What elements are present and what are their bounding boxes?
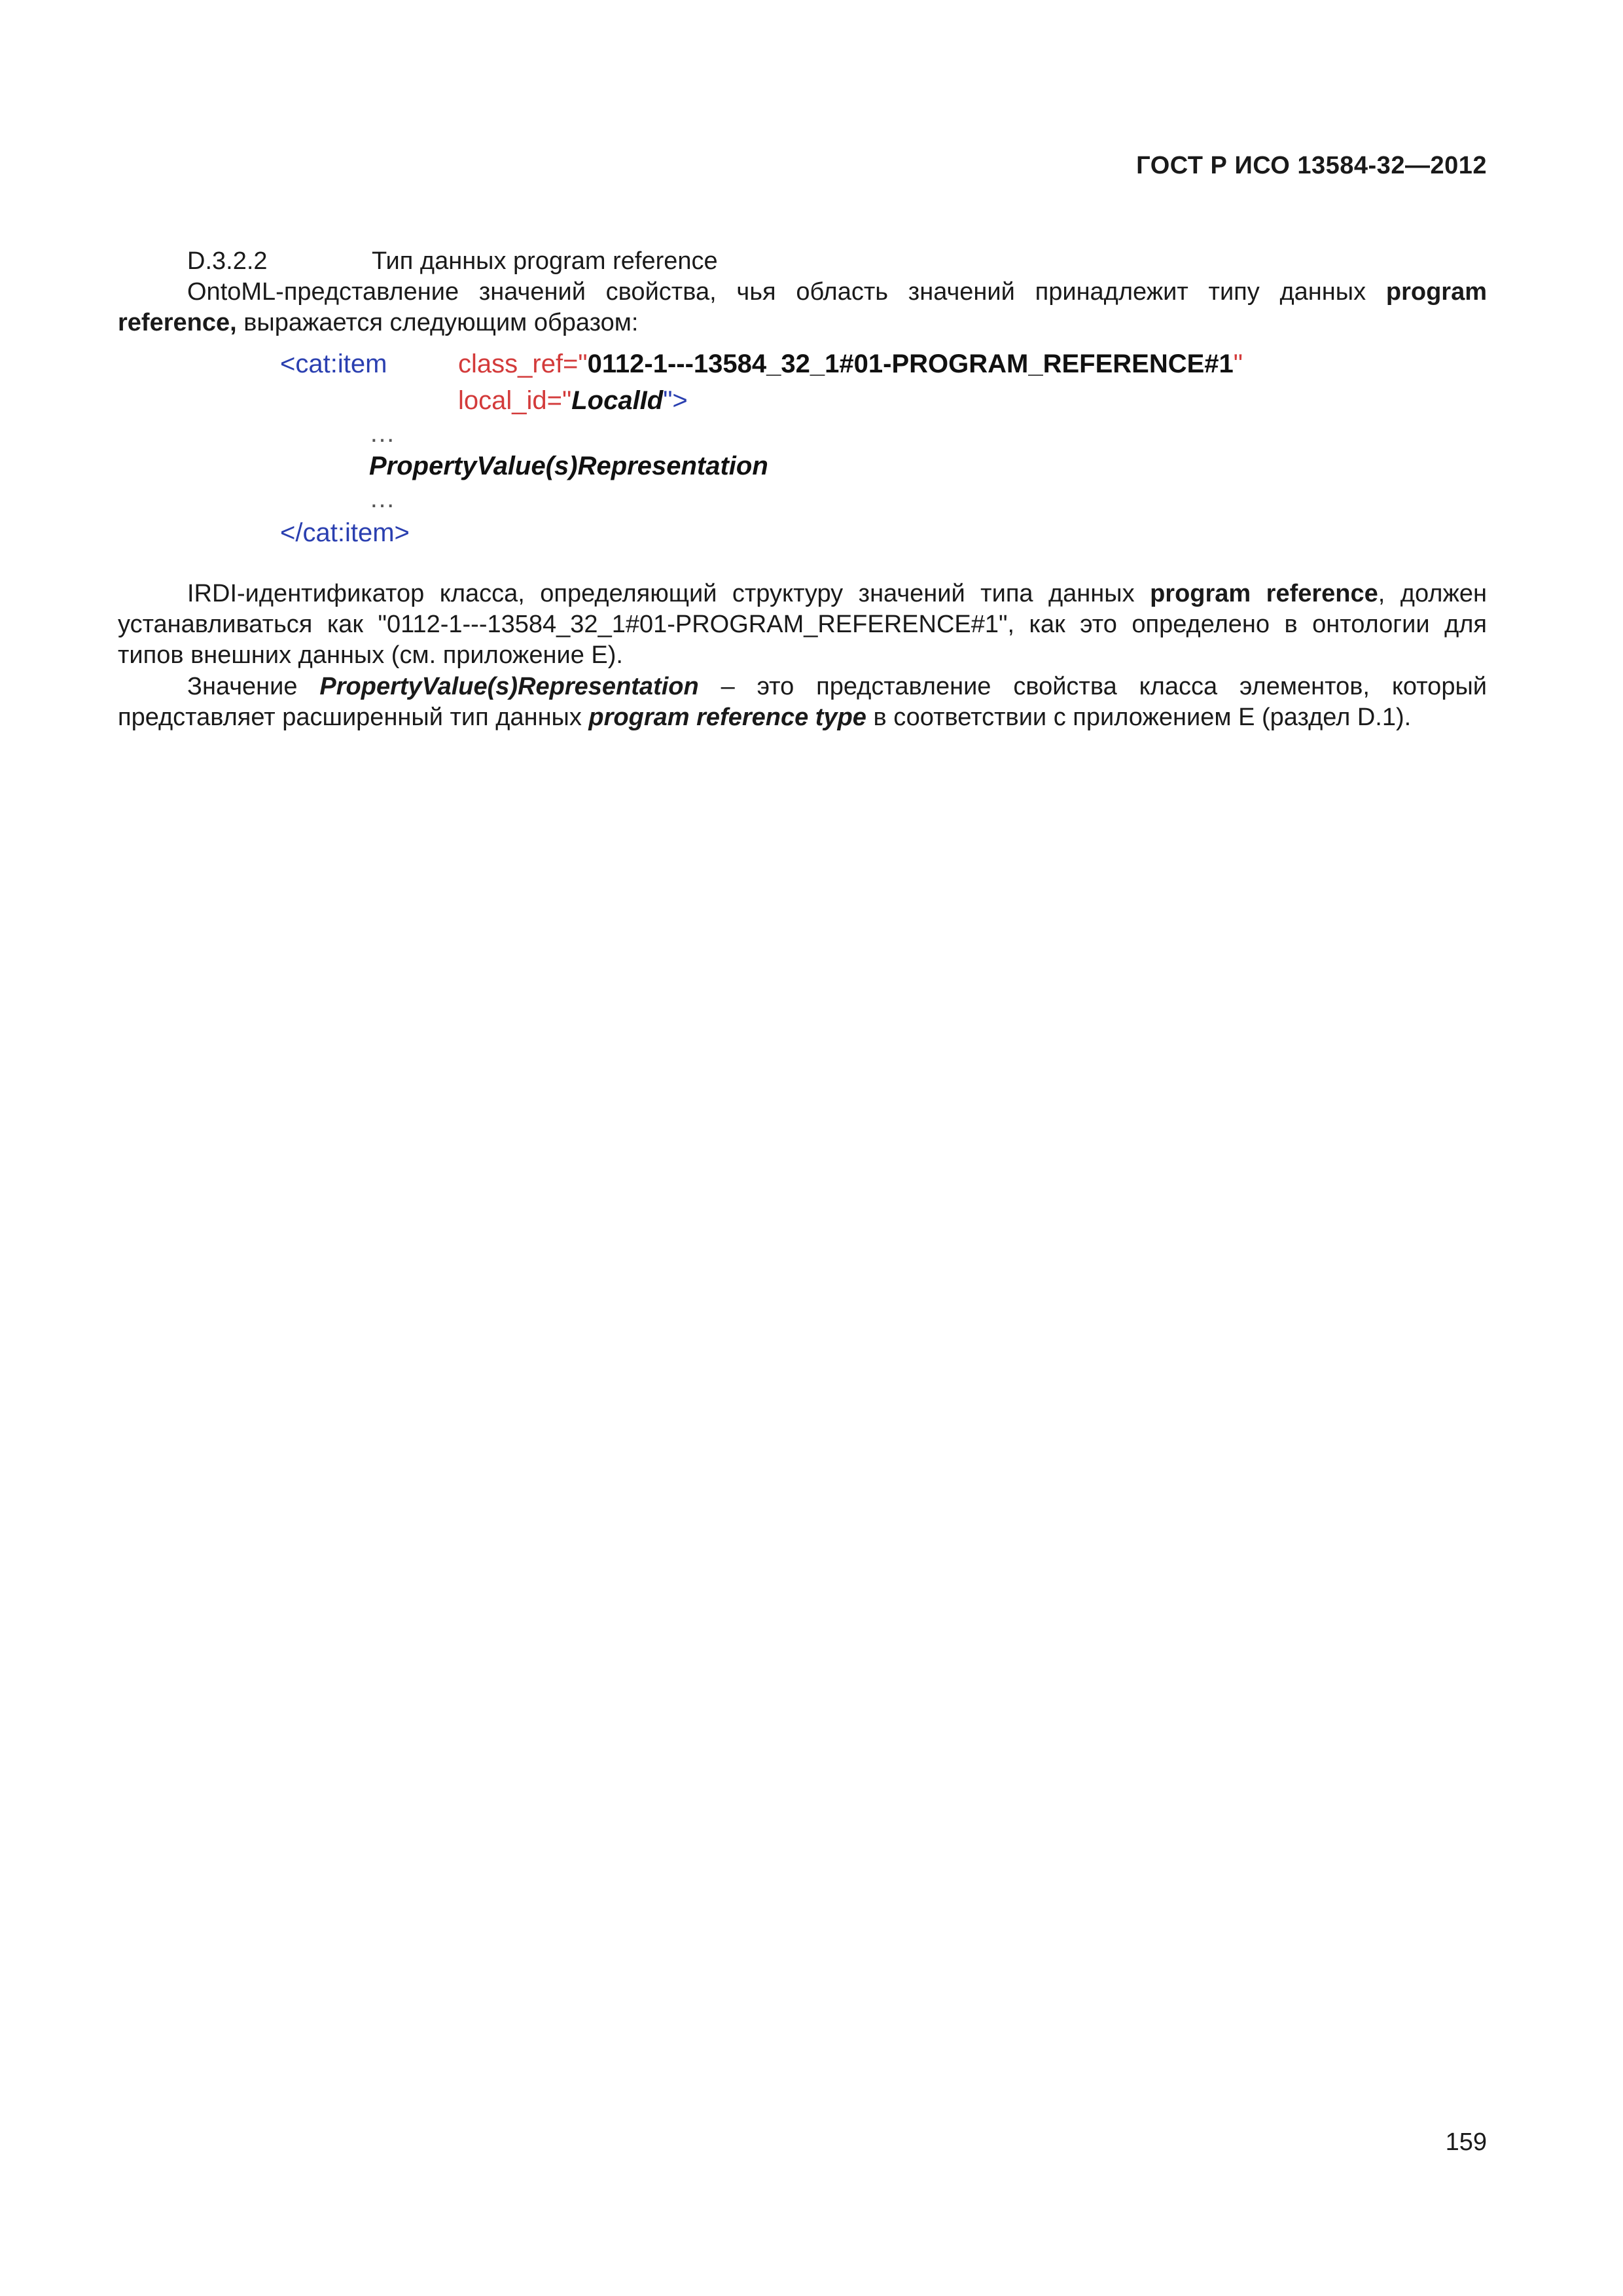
para1-text-1: IRDI-идентификатор класса, определяющий структуру значений типа данных [187, 580, 1150, 607]
para2-text-3: в соответствии с приложением Е (раздел D.1). [866, 704, 1412, 731]
code-class-ref-close: " [1233, 350, 1243, 378]
code-open-tag [280, 348, 387, 380]
section-number: D.3.2.2 [187, 247, 268, 275]
para2-text-1: Значение [187, 673, 320, 700]
code-local-id-value: LocalId [571, 386, 664, 415]
code-class-ref-value: 0112-1---13584_32_1#01-PROGRAM_REFERENCE#1 [587, 350, 1234, 378]
code-class-ref-attr: class_ref=" [458, 350, 588, 378]
code-ellipsis-2: … [369, 484, 395, 513]
code-local-id-attr: local_id=" [458, 386, 572, 415]
page-number: 159 [1445, 2128, 1487, 2156]
para1-bold: program reference [1150, 580, 1378, 607]
section-heading [187, 246, 718, 277]
document-header: ГОСТ Р ИСО 13584-32—2012 [1136, 152, 1487, 179]
para2-bold-italic-1: PropertyValue(s)Representation [319, 673, 699, 700]
code-local-id-close: "> [663, 386, 688, 415]
section-title: Тип данных program reference [372, 247, 718, 275]
code-class-ref-line [458, 348, 1243, 380]
code-representation: PropertyValue(s)Representation [369, 452, 768, 480]
value-paragraph [118, 672, 1487, 733]
irdi-paragraph [118, 579, 1487, 671]
intro-bold: program reference, [118, 278, 1487, 336]
code-local-id-line [458, 385, 688, 416]
intro-paragraph [118, 277, 1487, 338]
code-close-tag: </cat:item> [280, 518, 410, 547]
intro-text-2: выражается следующим образом: [236, 309, 639, 336]
para2-bold-italic-2: program reference type [588, 704, 866, 731]
para1-text-2: , должен устанавливаться как "0112-1---13584_32_1#01-PROGRAM_REFERENCE#1", как это определено в онтологии для типов внешних данных (см. приложение Е). [118, 580, 1487, 669]
code-open-tag-text: <cat:item [280, 350, 387, 378]
code-ellipsis-1: … [369, 419, 395, 448]
para2-text-2: – это представление свойства класса элементов, который представляет расширенный тип данных [118, 673, 1487, 731]
intro-text-1: OntoML-представление значений свойства, чья область значений принадлежит типу данных [187, 278, 1386, 306]
